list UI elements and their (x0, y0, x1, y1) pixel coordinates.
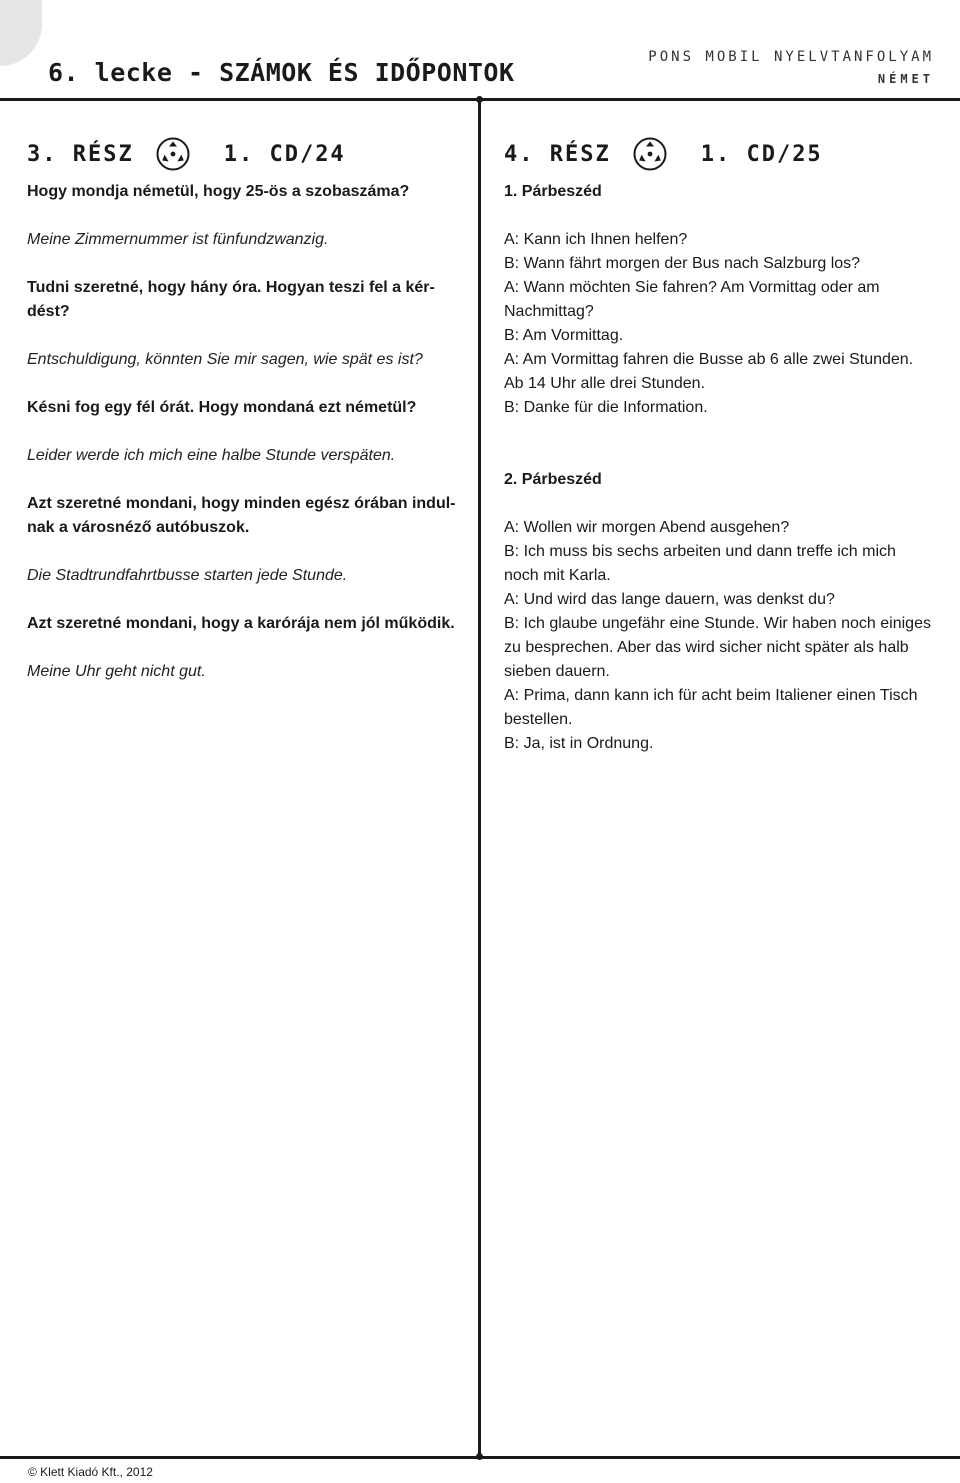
dialog-1-line: B: Danke für die Information. (504, 399, 708, 416)
dialog-2-line: A: Und wird das lange dauern, was denkst du? (504, 591, 835, 608)
brand-title: PONS MOBIL NYELVTANFOLYAM (648, 49, 934, 65)
cd-track-label: 1. CD/25 (700, 141, 823, 167)
cd-track-label: 1. CD/24 (223, 141, 346, 167)
corner-decoration (0, 0, 42, 66)
question-1: Hogy mondja németül, hogy 25-ös a szobaszáma? (27, 183, 410, 200)
answer-1: Meine Zimmernummer ist fünfundzwanzig. (27, 231, 329, 248)
left-column (27, 128, 462, 684)
answer-4: Die Stadtrundfahrtbusse starten jede Stunde. (27, 567, 348, 584)
dialog-2-line: B: Ich glaube ungefähr eine Stunde. Wir haben noch einiges zu besprechen. Aber das wird sicher nicht später als halb sieben dauern. (504, 615, 931, 680)
section-header-3 (27, 128, 462, 180)
section-header-4 (504, 128, 934, 180)
footer-divider (0, 1456, 960, 1459)
question-5: Azt szeretné mondani, hogy a karórája nem jól működik. (27, 615, 455, 632)
lesson-title: 6. lecke - SZÁMOK ÉS IDŐPONTOK (48, 58, 515, 87)
section-label: 3. RÉSZ (27, 141, 134, 167)
dialog-2-line: B: Ich muss bis sechs arbeiten und dann treffe ich mich noch mit Karla. (504, 543, 896, 584)
brand-language: NÉMET (877, 72, 934, 86)
section-label: 4. RÉSZ (504, 141, 611, 167)
question-2: Tudni szeretné, hogy hány óra. Hogyan teszi fel a kér-dést? (27, 279, 435, 320)
dialog-2-line: A: Wollen wir morgen Abend ausgehen? (504, 519, 790, 536)
copyright-footer: © Klett Kiadó Kft., 2012 (28, 1465, 153, 1479)
dialog-1-line: B: Wann fährt morgen der Bus nach Salzburg los? (504, 255, 861, 272)
dialog-1-line: A: Wann möchten Sie fahren? Am Vormittag oder am Nachmittag? (504, 279, 880, 320)
dialog-1-line: A: Am Vormittag fahren die Busse ab 6 alle zwei Stunden. Ab 14 Uhr alle drei Stunden. (504, 351, 914, 392)
brand (648, 46, 934, 90)
cd-disc-icon (156, 137, 190, 171)
dialog-1-line: B: Am Vormittag. (504, 327, 624, 344)
dialog-2-line: A: Prima, dann kann ich für acht beim Italiener einen Tisch bestellen. (504, 687, 918, 728)
right-column (504, 128, 934, 756)
dialog-2-title: 2. Párbeszéd (504, 471, 602, 488)
answer-5: Meine Uhr geht nicht gut. (27, 663, 206, 680)
dialog-1-line: A: Kann ich Ihnen helfen? (504, 231, 688, 248)
question-3: Késni fog egy fél órát. Hogy mondaná ezt németül? (27, 399, 417, 416)
column-divider (478, 100, 481, 1456)
answer-2: Entschuldigung, könnten Sie mir sagen, wie spät es ist? (27, 351, 423, 368)
cd-disc-icon (633, 137, 667, 171)
answer-3: Leider werde ich mich eine halbe Stunde verspäten. (27, 447, 396, 464)
dialog-1-title: 1. Párbeszéd (504, 183, 602, 200)
question-4: Azt szeretné mondani, hogy minden egész órában indul-nak a városnéző autóbuszok. (27, 495, 456, 536)
dialog-2-line: B: Ja, ist in Ordnung. (504, 735, 654, 752)
